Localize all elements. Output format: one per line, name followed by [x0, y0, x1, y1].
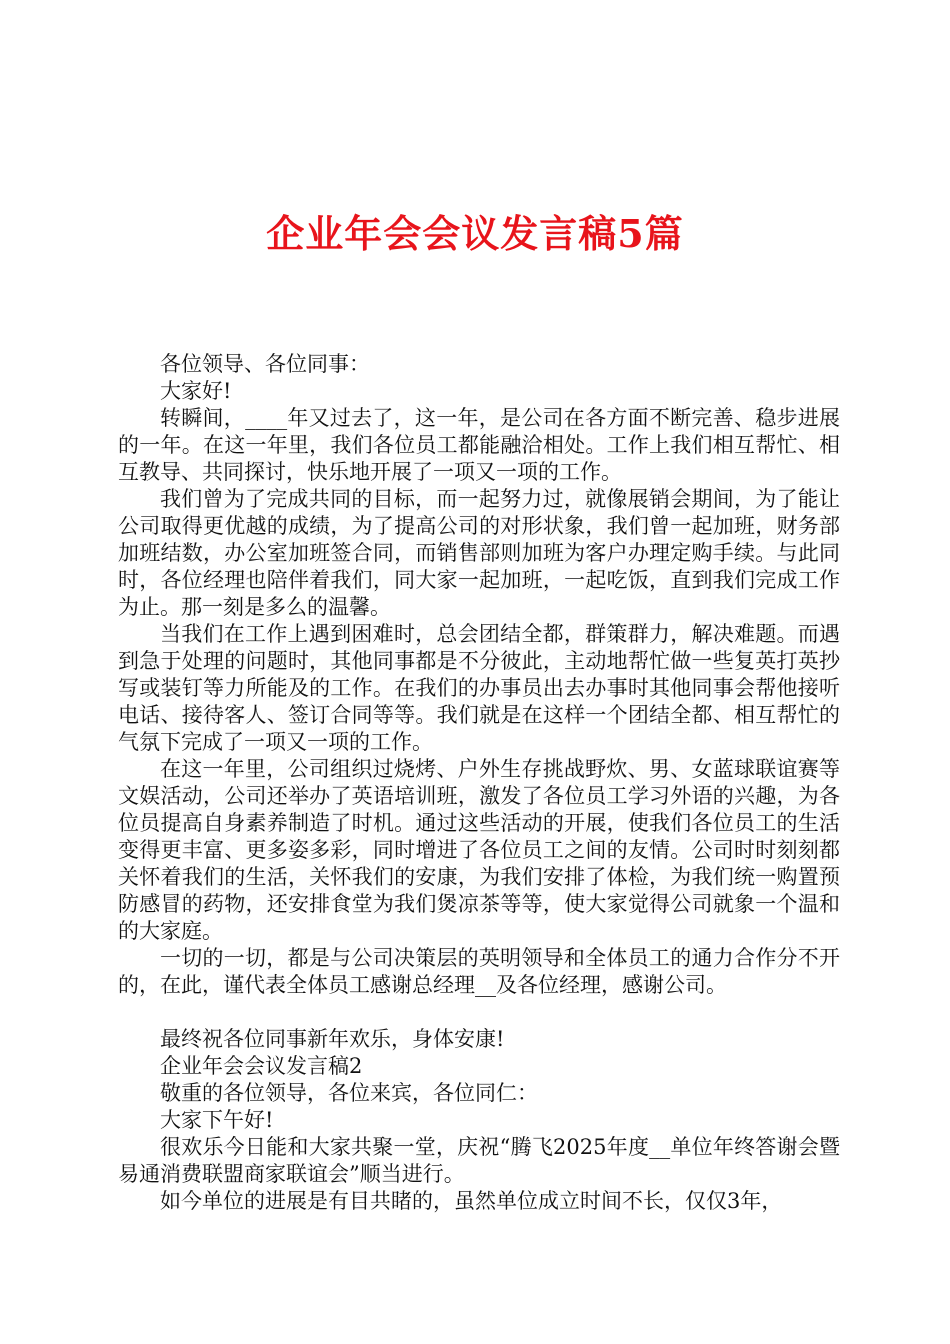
paragraph-hello: 大家下午好!: [160, 1108, 274, 1132]
paragraph-spacer: [118, 999, 840, 1026]
paragraph-hello: 大家好!: [160, 379, 232, 403]
paragraph-greeting: 各位领导、各位同事：: [160, 352, 370, 376]
paragraph: 当我们在工作上遇到困难时，总会团结全都，群策群力，解决难题。而遇到急于处理的问题时，其他同事都是不分彼此，主动地帮忙做一些复英打英抄写或装钉等力所能及的工作。在我们的办事员出去办事时其他同事会帮他接听电话、接待客人、签订合同等等。我们就是在这样一个团结全都、相互帮忙的气氛下完成了一项又一项的工作。: [118, 622, 840, 754]
paragraph-salutation: 敬重的各位领导，各位来宾，各位同仁：: [160, 1081, 538, 1105]
paragraph: 我们曾为了完成共同的目标，而一起努力过，就像展销会期间，为了能让公司取得更优越的成绩，为了提高公司的对形状象，我们曾一起加班，财务部加班结数，办公室加班签合同，而销售部则加班为客户办理定购手续。与此同时，各位经理也陪伴着我们，同大家一起加班，一起吃饭，直到我们完成工作为止。那一刻是多么的温馨。: [118, 487, 840, 619]
document-title: 企业年会会议发言稿5篇: [266, 211, 684, 256]
document-body: [118, 351, 840, 1215]
paragraph: 转瞬间，____年又过去了，这一年，是公司在各方面不断完善、稳步进展的一年。在这一年里，我们各位员工都能融洽相处。工作上我们相互帮忙、相互教导、共同探讨，快乐地开展了一项又一项的工作。: [118, 406, 840, 484]
paragraph: 一切的一切，都是与公司决策层的英明领导和全体员工的通力合作分不开的，在此，谨代表全体员工感谢总经理__及各位经理，感谢公司。: [118, 946, 840, 997]
paragraph: 很欢乐今日能和大家共聚一堂，庆祝“腾飞2025年度__单位年终答谢会暨易通消费联盟商家联谊会”顺当进行。: [118, 1135, 840, 1186]
section-heading: 企业年会会议发言稿2: [160, 1054, 363, 1078]
paragraph: 如今单位的进展是有目共睹的，虽然单位成立时间不长，仅仅3年，: [160, 1189, 783, 1213]
paragraph: 在这一年里，公司组织过烧烤、户外生存挑战野炊、男、女蓝球联谊赛等文娱活动，公司还举办了英语培训班，激发了各位员工学习外语的兴趣，为各位员提高自身素养制造了时机。通过这些活动的开展，使我们各位员工的生活变得更丰富、更多姿多彩，同时增进了各位员工之间的友情。公司时时刻刻都关怀着我们的生活，关怀我们的安康，为我们安排了体检，为我们统一购置预防感冒的药物，还安排食堂为我们煲凉茶等等，使大家觉得公司就象一个温和的大家庭。: [118, 757, 840, 943]
paragraph-closing-wish: 最终祝各位同事新年欢乐，身体安康!: [160, 1027, 505, 1051]
